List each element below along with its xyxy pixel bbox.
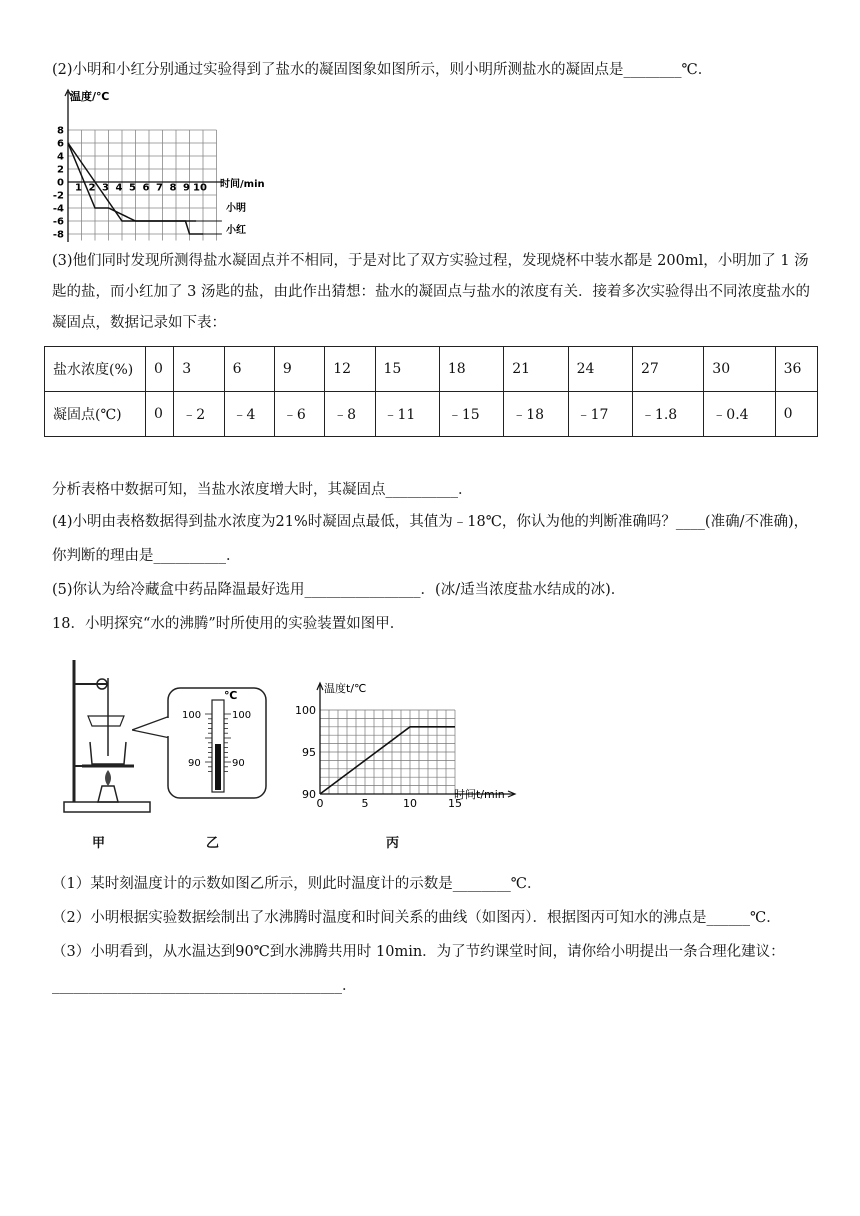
- question-2-text: (2)小明和小红分别通过实验得到了盐水的凝固图象如图所示，则小明所测盐水的凝固点是________℃．: [52, 62, 713, 78]
- legend-xiaoming: 小明: [226, 203, 246, 214]
- y-tick-label: 2: [57, 164, 64, 176]
- boiling-graph-grid: [320, 710, 455, 794]
- table-row-head: 盐水浓度(%): [45, 347, 146, 392]
- scale-right-90: 90: [232, 758, 245, 769]
- boiling-graph-xlabel: 时间t/min: [454, 788, 505, 801]
- table-cell: 15: [375, 347, 439, 392]
- y-tick-label: 8: [57, 125, 64, 137]
- table-cell: 21: [504, 347, 568, 392]
- x-tick-label: 1: [75, 182, 82, 194]
- y-tick-label: 4: [57, 151, 64, 163]
- legend-xiaohong: 小红: [226, 225, 246, 236]
- freezing-graph-ylabel: 温度/℃: [70, 90, 110, 103]
- table-cell: 0: [146, 392, 174, 437]
- boiling-graph: [292, 676, 522, 826]
- x-tick-label: 15: [448, 797, 462, 810]
- x-tick-label: 6: [142, 182, 150, 194]
- table-cell: ﹣11: [375, 392, 439, 437]
- burner: [98, 786, 118, 802]
- table-cell: ﹣17: [568, 392, 632, 437]
- table-cell: 9: [274, 347, 324, 392]
- callout-pointer: [132, 716, 170, 738]
- x-tick-label: 4: [115, 182, 123, 194]
- table-cell: 36: [775, 347, 817, 392]
- table-cell: 3: [174, 347, 224, 392]
- y-tick-label: 6: [57, 138, 64, 150]
- analysis-text: 分析表格中数据可知，当盐水浓度增大时，其凝固点__________．: [52, 482, 473, 498]
- y-tick-label: 95: [302, 746, 316, 759]
- beaker-cover: [88, 716, 124, 726]
- y-tick-label: -4: [52, 203, 64, 215]
- table-cell: 27: [632, 347, 703, 392]
- x-tick-label: 10: [193, 182, 207, 194]
- thermometer-unit: ℃: [224, 689, 238, 702]
- table-cell: 6: [224, 347, 274, 392]
- table-cell: ﹣8: [325, 392, 375, 437]
- table-cell: 0: [775, 392, 817, 437]
- x-tick-label: 7: [156, 182, 163, 194]
- table-cell: 12: [325, 347, 375, 392]
- table-cell: ﹣0.4: [704, 392, 775, 437]
- table-cell: ﹣18: [504, 392, 568, 437]
- x-tick-label: 9: [183, 182, 190, 194]
- table-row-head: 凝固点(℃): [45, 392, 146, 437]
- table-cell: 0: [146, 347, 174, 392]
- scale-left-100: 100: [182, 710, 202, 721]
- table-cell: ﹣1.8: [632, 392, 703, 437]
- sub-question-1: （1）某时刻温度计的示数如图乙所示，则此时温度计的示数是________℃．: [52, 876, 542, 892]
- question-4-line1: (4)小明由表格数据得到盐水浓度为21%时凝固点最低，其值为﹣18℃，你认为他的判断准确吗？____(准确/不准确)，: [52, 514, 809, 530]
- sub-question-3: （3）小明看到，从水温达到90℃到水沸腾共用时 10min．为了节约课堂时间，请你给小明提出一条合理化建议：: [52, 944, 785, 960]
- x-tick-label: 3: [102, 182, 109, 194]
- x-tick-label: 2: [88, 182, 96, 194]
- x-tick-label: 5: [129, 182, 136, 194]
- y-tick-label: 100: [295, 704, 316, 717]
- table-cell: 18: [439, 347, 503, 392]
- callout-joint-mask: [167, 718, 171, 736]
- table-cell: ﹣6: [274, 392, 324, 437]
- freezing-graph-xlabel: 时间/min: [220, 179, 265, 190]
- question-3-text: (3)他们同时发现所测得盐水凝固点并不相同，于是对比了双方实验过程，发现烧杯中装水都是 200ml，小明加了 1 汤匙的盐，而小红加了 3 汤匙的盐，由此作出猜想：盐水的凝固点与盐水的浓度有关．接着多次实验得出不同浓度盐水的凝固点，数据记录如下表：: [52, 253, 810, 331]
- scale-left-90: 90: [188, 758, 201, 769]
- y-tick-label: -8: [52, 229, 64, 241]
- table-row-concentration: [45, 347, 818, 392]
- caption-jia: 甲: [92, 836, 106, 851]
- question-18-text: 18．小明探究“水的沸腾”时所使用的实验装置如图甲．: [52, 616, 405, 632]
- table-cell: ﹣2: [174, 392, 224, 437]
- x-tick-label: 10: [403, 797, 417, 810]
- table-row-freezing: [45, 392, 818, 437]
- sub-question-2: （2）小明根据实验数据绘制出了水沸腾时温度和时间关系的曲线（如图丙）．根据图丙可知水的沸点是______℃．: [52, 910, 781, 926]
- boiling-graph-ylabel: 温度t/℃: [324, 682, 367, 695]
- thermometer-figure: [132, 686, 272, 806]
- mercury-column: [215, 744, 221, 790]
- flame-icon: [105, 770, 111, 786]
- freezing-graph: [40, 86, 280, 242]
- caption-bing: 丙: [386, 836, 400, 851]
- scale-right-100: 100: [232, 710, 252, 721]
- y-tick-label: 0: [57, 177, 64, 189]
- y-tick-label: -6: [52, 216, 64, 228]
- table-cell: ﹣4: [224, 392, 274, 437]
- table-cell: ﹣15: [439, 392, 503, 437]
- table-cell: 30: [704, 347, 775, 392]
- question-4-line2: 你判断的理由是__________．: [52, 548, 241, 564]
- y-tick-label: 90: [302, 788, 316, 801]
- x-tick-label: 0: [316, 797, 324, 810]
- freezing-point-table: [44, 346, 818, 437]
- caption-yi: 乙: [206, 836, 220, 851]
- y-tick-label: -2: [52, 190, 64, 202]
- answer-blank-line: ________________________________________．: [52, 978, 357, 994]
- question-5-text: (5)你认为给冷藏盒中药品降温最好选用________________．(冰/适当浓度盐水结成的冰)．: [52, 582, 626, 598]
- x-tick-label: 5: [361, 797, 369, 810]
- freezing-graph-axes: [65, 90, 223, 242]
- table-cell: 24: [568, 347, 632, 392]
- x-tick-label: 8: [169, 182, 177, 194]
